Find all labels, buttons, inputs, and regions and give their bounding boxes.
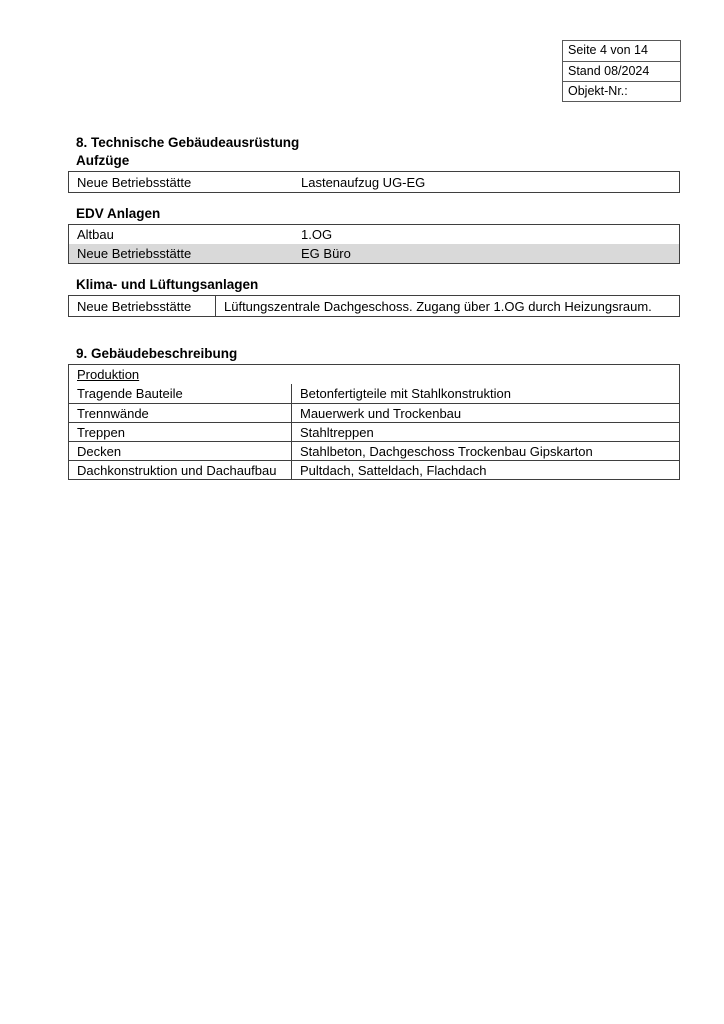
table-row (69, 441, 679, 460)
heading-klima-lueftung: Klima- und Lüftungsanlagen (76, 277, 259, 292)
table-aufzuege (68, 171, 680, 193)
row-value: EG Büro (301, 246, 351, 261)
row-value: 1.OG (301, 227, 333, 242)
section-9-title: 9. Gebäudebeschreibung (76, 346, 238, 361)
row-label: Decken (69, 442, 292, 460)
table-row (69, 225, 679, 244)
table-row (69, 384, 679, 403)
table-row (69, 403, 679, 422)
table-klima-lueftung (68, 295, 680, 317)
row-label: Dachkonstruktion und Dachaufbau (69, 461, 292, 479)
document-body (68, 134, 680, 480)
document-meta-box (562, 40, 681, 102)
row-label: Treppen (69, 423, 292, 441)
row-label: Neue Betriebsstätte (77, 174, 192, 190)
heading-edv-anlagen: EDV Anlagen (76, 206, 161, 221)
heading-aufzuege: Aufzüge (76, 153, 130, 168)
page-number: Seite 4 von 14 (568, 43, 648, 57)
row-value: Lüftungszentrale Dachgeschoss. Zugang über 1.OG durch Heizungsraum. (224, 298, 652, 314)
table-row (69, 460, 679, 479)
row-value: Mauerwerk und Trockenbau (300, 405, 462, 421)
table-header-row (69, 365, 679, 384)
row-label: Tragende Bauteile (69, 384, 292, 403)
table-gebaeudebeschreibung (68, 364, 680, 480)
section-8-title: 8. Technische Gebäudeausrüstung (76, 135, 300, 150)
table-edv-anlagen (68, 224, 680, 264)
table-row (69, 296, 679, 316)
row-label: Altbau (77, 227, 114, 242)
table-row-highlighted (69, 244, 679, 263)
row-label: Trennwände (69, 404, 292, 422)
object-number-label: Objekt-Nr.: (563, 81, 680, 101)
row-label: Neue Betriebsstätte (69, 296, 216, 316)
row-value: Stahltreppen (300, 424, 374, 440)
table-row (69, 172, 679, 192)
table-row (69, 422, 679, 441)
row-value: Pultdach, Satteldach, Flachdach (300, 462, 487, 478)
document-date: Stand 08/2024 (563, 61, 680, 81)
row-label: Neue Betriebsstätte (77, 246, 192, 261)
row-value: Lastenaufzug UG-EG (301, 174, 426, 190)
table-header-produktion: Produktion (77, 367, 140, 382)
row-value: Stahlbeton, Dachgeschoss Trockenbau Gipskarton (300, 443, 593, 459)
row-value: Betonfertigteile mit Stahlkonstruktion (300, 386, 511, 401)
